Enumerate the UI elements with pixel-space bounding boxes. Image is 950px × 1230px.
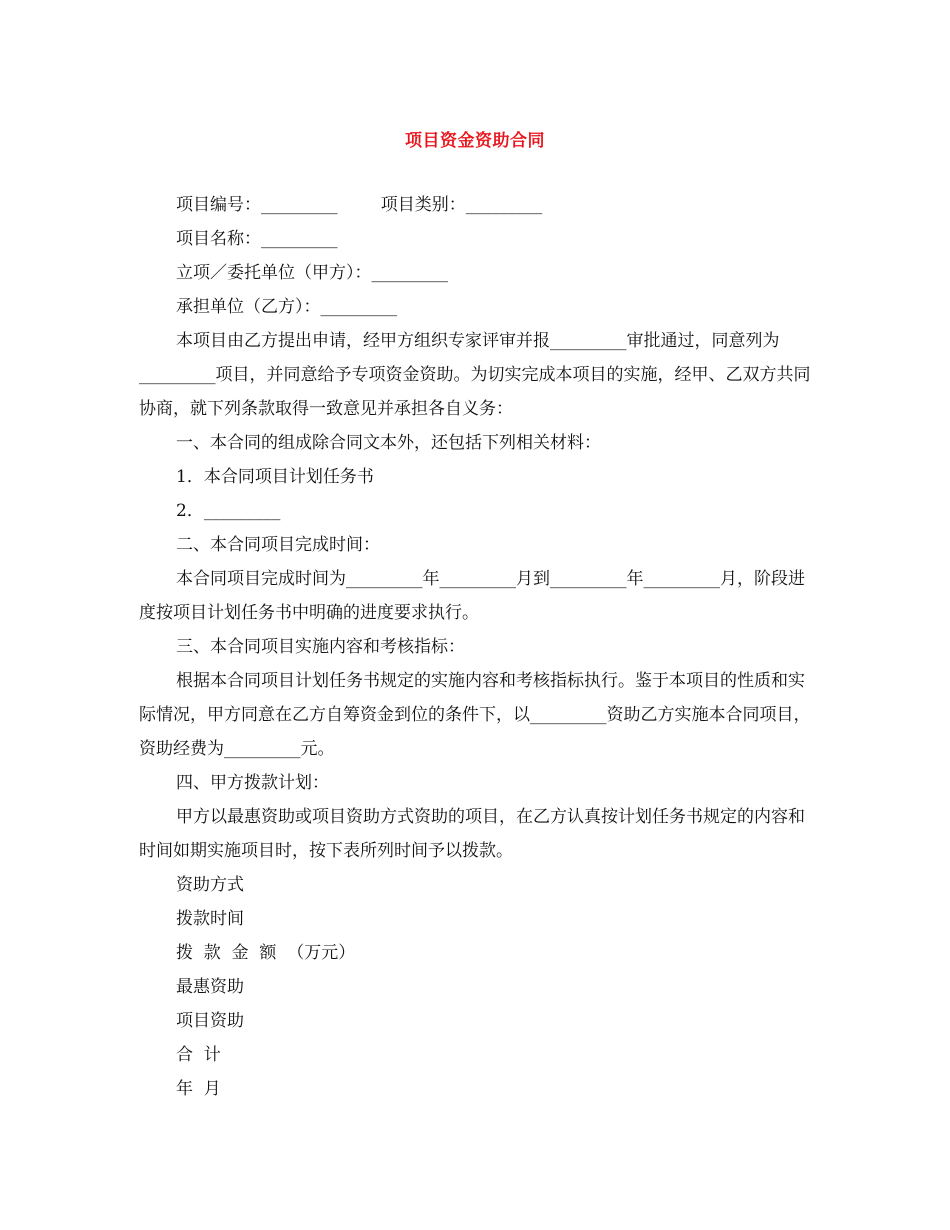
- section-one-item-2: 2．_________: [176, 501, 281, 521]
- party-a-line: 立项／委托单位（甲方）：_________: [176, 263, 448, 283]
- table-label-amount: 拨 款 金 额 （万元）: [176, 943, 356, 963]
- table-label-year-month: 年 月: [176, 1079, 221, 1099]
- intro-paragraph: 本项目由乙方提出申请，经甲方组织专家评审并报_________审批通过，同意列为_________项目，并同意给予专项资金资助。为切实完成本项目的实施，经甲、乙双方共同协商，就下列条款取得一致意见并承担各自义务：: [139, 331, 811, 419]
- table-label-funding-method: 资助方式: [176, 875, 244, 895]
- section-one-item-1: 1．本合同项目计划任务书: [176, 467, 374, 487]
- table-label-disbursement-time: 拨款时间: [176, 909, 244, 929]
- document-title: 项目资金资助合同: [405, 131, 545, 151]
- completion-time-paragraph: 本合同项目完成时间为_________年_________月到_________年_________月，阶段进度按项目计划任务书中明确的进度要求执行。: [139, 569, 805, 623]
- section-two-heading: 二、本合同项目完成时间：: [176, 535, 380, 555]
- table-label-project-funding: 项目资助: [176, 1011, 244, 1031]
- table-label-preferential-funding: 最惠资助: [176, 977, 244, 997]
- section-four-heading: 四、甲方拨款计划：: [176, 773, 329, 793]
- funding-plan-paragraph: 甲方以最惠资助或项目资助方式资助的项目，在乙方认真按计划任务书规定的内容和时间如期实施项目时，按下表所列时间予以拨款。: [139, 807, 805, 861]
- project-name-line: 项目名称：_________: [176, 229, 338, 249]
- content-indicators-paragraph: 根据本合同项目计划任务书规定的实施内容和考核指标执行。鉴于本项目的性质和实际情况，甲方同意在乙方自筹资金到位的条件下，以_________资助乙方实施本合同项目，资助经费为_________元。: [139, 671, 811, 759]
- section-three-heading: 三、本合同项目实施内容和考核指标：: [176, 637, 465, 657]
- party-b-line: 承担单位（乙方）：_________: [176, 297, 397, 317]
- table-label-total: 合 计: [176, 1045, 221, 1065]
- document-body: [139, 188, 814, 1106]
- section-one-heading: 一、本合同的组成除合同文本外，还包括下列相关材料：: [176, 433, 601, 453]
- project-number-line: 项目编号：_________ 项目类别：_________: [176, 195, 543, 215]
